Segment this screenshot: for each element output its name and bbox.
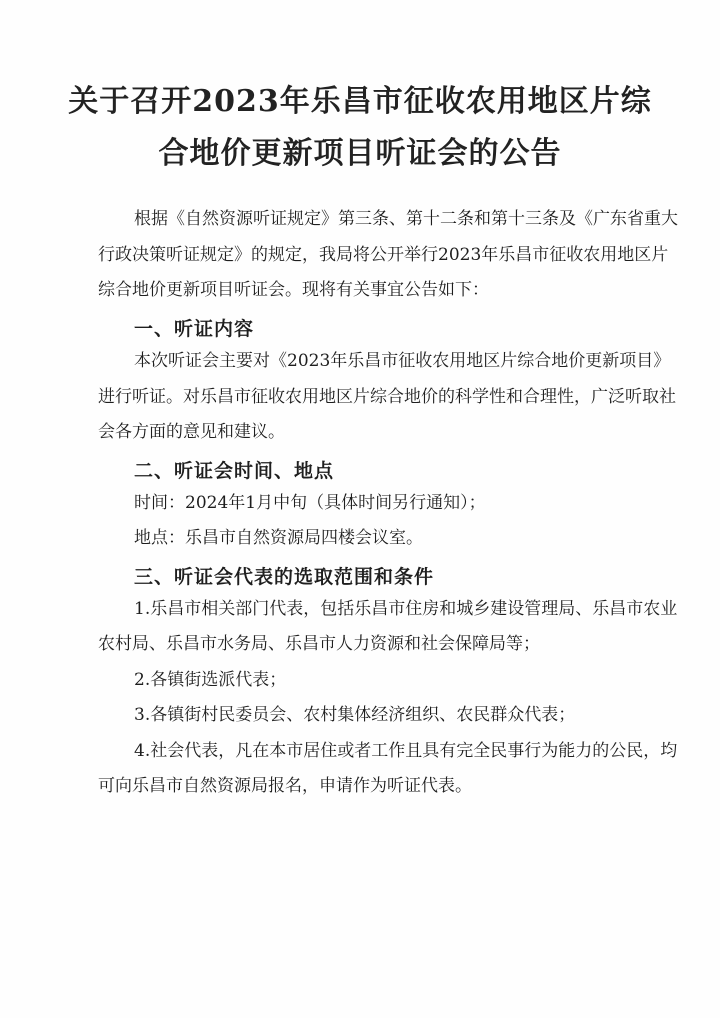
item-3: 3.各镇街村民委员会、农村集体经济组织、农民群众代表；: [134, 705, 576, 725]
section-1-line-2: 进行听证。对乐昌市征收农用地区片综合地价的科学性和合理性，广泛听取社: [98, 387, 676, 407]
section-1-line-3: 会各方面的意见和建议。: [98, 422, 285, 442]
item-1-line-2: 农村局、乐昌市水务局、乐昌市人力资源和社会保障局等；: [98, 634, 540, 654]
item-1-line-1: 1.乐昌市相关部门代表，包括乐昌市住房和城乡建设管理局、乐昌市农业: [134, 599, 678, 619]
hearing-place: 地点：乐昌市自然资源局四楼会议室。: [134, 528, 423, 548]
section-1-heading: 一、听证内容: [134, 318, 255, 340]
intro-line-1: 根据《自然资源听证规定》第三条、第十二条和第十三条及《广东省重大: [134, 209, 678, 229]
section-3-heading: 三、听证会代表的选取范围和条件: [134, 566, 435, 588]
item-2: 2.各镇街选派代表；: [134, 670, 287, 690]
section-2-heading: 二、听证会时间、地点: [134, 460, 335, 482]
section-1-line-1: 本次听证会主要对《2023年乐昌市征收农用地区片综合地价更新项目》: [134, 351, 671, 371]
item-4-line-2: 可向乐昌市自然资源局报名，申请作为听证代表。: [98, 776, 472, 796]
hearing-time: 时间：2024年1月中旬（具体时间另行通知）；: [134, 493, 486, 513]
intro-line-3: 综合地价更新项目听证会。现将有关事宜公告如下：: [98, 280, 489, 300]
document-title-line-1: 关于召开2023年乐昌市征收农用地区片综: [68, 84, 652, 119]
intro-line-2: 行政决策听证规定》的规定，我局将公开举行2023年乐昌市征收农用地区片: [98, 245, 669, 265]
item-4-line-1: 4.社会代表，凡在本市居住或者工作且具有完全民事行为能力的公民，均: [134, 741, 678, 761]
document-title-line-2: 合地价更新项目听证会的公告: [158, 136, 562, 171]
